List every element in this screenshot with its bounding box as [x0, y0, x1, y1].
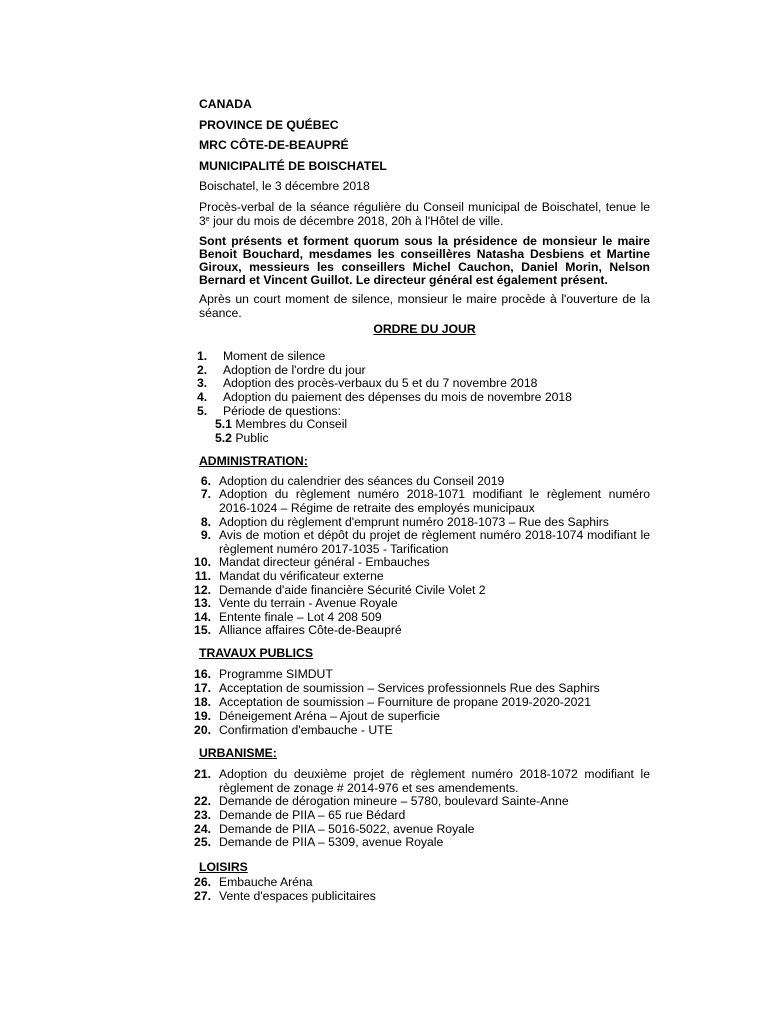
- item-number: 11.: [194, 569, 211, 584]
- item-text: Déneigement Aréna – Ajout de superficie: [219, 709, 440, 724]
- item-text: Adoption du deuxième projet de règlement numéro 2018-1072 modifiant le règlement de zonage # 2014-976 et ses amendements.: [219, 767, 650, 795]
- loisirs-section: [194, 859, 650, 904]
- item-number: 17.: [194, 680, 211, 695]
- travaux-publics-list: [194, 666, 650, 738]
- agenda-subitem: [199, 418, 650, 432]
- item-number: 4.: [197, 389, 208, 404]
- item-number: 13.: [194, 596, 211, 611]
- item-text: Alliance affaires Côte-de-Beaupré: [219, 623, 402, 638]
- item-text: Demande d'aide financière Sécurité Civile Volet 2: [219, 582, 486, 597]
- item-text: Adoption du règlement numéro 2018-1071 modifiant le règlement numéro 2016-1024 – Régime de retraite des employés municipaux: [219, 487, 650, 516]
- agenda-list: [199, 350, 650, 418]
- agenda-item: [194, 723, 650, 738]
- item-text: Adoption de l'ordre du jour: [223, 362, 366, 377]
- item-text: Moment de silence: [223, 349, 326, 364]
- agenda-item: [199, 377, 650, 391]
- item-number: 7.: [200, 487, 211, 502]
- item-number: 16.: [194, 666, 211, 681]
- urbanisme-title: URBANISME:: [199, 745, 277, 760]
- item-text: Demande de PIIA – 5016-5022, avenue Royale: [219, 821, 475, 836]
- agenda-subitem: [199, 432, 650, 446]
- item-text: Demande de PIIA – 65 rue Bédard: [219, 807, 406, 822]
- header-municipality: MUNICIPALITÉ DE BOISCHATEL: [199, 158, 387, 173]
- agenda-item: [194, 794, 650, 809]
- item-text: Période de questions:: [223, 403, 341, 418]
- agenda-item: [199, 516, 650, 530]
- agenda-item: [194, 888, 650, 904]
- urbanisme-list: [194, 767, 650, 850]
- item-number: 19.: [194, 709, 211, 724]
- item-text: Mandat du vérificateur externe: [219, 569, 384, 584]
- item-number: 2.: [197, 362, 208, 377]
- agenda-item: [194, 623, 650, 638]
- administration-list: [194, 473, 650, 638]
- header-province: PROVINCE DE QUÉBEC: [199, 117, 339, 132]
- travaux-publics-section: [194, 646, 650, 738]
- travaux-publics-title: TRAVAUX PUBLICS: [199, 646, 313, 660]
- item-text: Entente finale – Lot 4 208 509: [219, 609, 382, 624]
- item-text: Vente du terrain - Avenue Royale: [219, 596, 398, 611]
- item-number: 25.: [194, 835, 211, 850]
- agenda-title: ORDRE DU JOUR: [373, 321, 476, 336]
- subitem-number: 5.1: [215, 417, 232, 432]
- item-number: 14.: [194, 609, 211, 624]
- item-text: Demande de dérogation mineure – 5780, boulevard Sainte-Anne: [219, 794, 569, 809]
- item-number: 26.: [194, 875, 211, 890]
- item-number: 3.: [197, 376, 208, 391]
- agenda-item: [199, 364, 650, 378]
- opening-paragraph: Après un court moment de silence, monsieur le maire procède à l'ouverture de la séance.: [199, 292, 650, 320]
- agenda-item: [199, 488, 650, 515]
- item-number: 10.: [194, 555, 211, 570]
- pv-intro-text-end: jour du mois de décembre 2018, 20h à l'Hôtel de ville.: [209, 213, 504, 228]
- item-text: Adoption du paiement des dépenses du mois de novembre 2018: [223, 389, 572, 404]
- item-number: 9.: [200, 528, 211, 543]
- agenda-item: [199, 350, 650, 364]
- item-text: Acceptation de soumission – Fourniture de propane 2019-2020-2021: [219, 695, 591, 709]
- subitem-text: Membres du Conseil: [231, 417, 348, 432]
- item-text: Adoption des procès-verbaux du 5 et du 7 novembre 2018: [223, 376, 538, 391]
- item-text: Adoption du règlement d'emprunt numéro 2018-1073 – Rue des Saphirs: [219, 514, 609, 529]
- header-country: CANADA: [199, 97, 252, 111]
- item-text: Avis de motion et dépôt du projet de règlement numéro 2018-1074 modifiant le règlement numéro 2017-1035 - Tarification: [219, 528, 650, 556]
- loisirs-list: [194, 875, 650, 903]
- item-number: 20.: [194, 723, 211, 738]
- urbanisme-section: [194, 745, 650, 850]
- pv-intro-superscript: e: [205, 215, 210, 223]
- item-text: Mandat directeur général - Embauches: [219, 555, 430, 570]
- document-body: [194, 97, 650, 904]
- item-number: 6.: [200, 473, 211, 488]
- item-text: Confirmation d'embauche - UTE: [219, 723, 393, 738]
- item-text: Acceptation de soumission – Services professionnels Rue des Saphirs: [219, 680, 600, 695]
- agenda-item: [194, 582, 650, 598]
- item-number: 12.: [194, 582, 211, 597]
- agenda-item: [199, 405, 650, 419]
- item-number: 22.: [194, 794, 211, 809]
- agenda-item: [194, 695, 650, 709]
- administration-title: ADMINISTRATION:: [199, 454, 308, 469]
- item-text: Demande de PIIA – 5309, avenue Royale: [219, 835, 444, 850]
- agenda-item: [194, 835, 650, 850]
- agenda-item: [194, 875, 650, 890]
- item-number: 8.: [200, 514, 211, 529]
- agenda-item: [194, 596, 650, 611]
- agenda-item: [194, 767, 650, 795]
- item-number: 5.: [197, 403, 208, 418]
- item-text: Programme SIMDUT: [219, 666, 333, 681]
- item-number: 23.: [194, 807, 211, 822]
- item-number: 27.: [194, 888, 211, 903]
- agenda-item: [194, 666, 650, 681]
- item-text: Adoption du calendrier des séances du Conseil 2019: [219, 473, 505, 488]
- pv-intro: [199, 201, 650, 228]
- subitem-text: Public: [231, 430, 269, 445]
- agenda-item: [199, 529, 650, 556]
- administration-section: [194, 454, 650, 638]
- item-text: Vente d'espaces publicitaires: [219, 888, 376, 903]
- pv-intro-text: Procès-verbal de la séance régulière du Conseil municipal de Boischatel, tenue le 3: [199, 199, 650, 228]
- item-number: 21.: [194, 767, 211, 782]
- item-number: 18.: [194, 695, 211, 709]
- agenda-item: [199, 391, 650, 405]
- agenda-item: [199, 475, 650, 489]
- item-number: 15.: [194, 623, 211, 638]
- header-mrc: MRC CÔTE-DE-BEAUPRÉ: [199, 138, 349, 153]
- subitem-number: 5.2: [215, 430, 232, 445]
- presence-paragraph: Sont présents et forment quorum sous la présidence de monsieur le maire Benoit Bouchard, mesdames les conseillères Natasha Desbiens et Martine Giroux, messieurs les conseillers Michel Cauchon, Daniel Morin, Nelson Bernard et Vincent Guillot. Le directeur général est également présent.: [199, 234, 650, 287]
- agenda-sublist: [199, 418, 650, 445]
- agenda-item: [194, 569, 650, 584]
- item-number: 1.: [197, 349, 208, 364]
- agenda-item: [194, 821, 650, 837]
- agenda-item: [194, 709, 650, 724]
- item-text: Embauche Aréna: [219, 875, 313, 890]
- agenda-item: [194, 680, 650, 695]
- agenda-item: [194, 807, 650, 823]
- date-line: Boischatel, le 3 décembre 2018: [199, 179, 370, 194]
- loisirs-title: LOISIRS: [199, 859, 248, 874]
- agenda-item: [194, 609, 650, 625]
- item-number: 24.: [194, 821, 211, 836]
- agenda-item: [194, 555, 650, 570]
